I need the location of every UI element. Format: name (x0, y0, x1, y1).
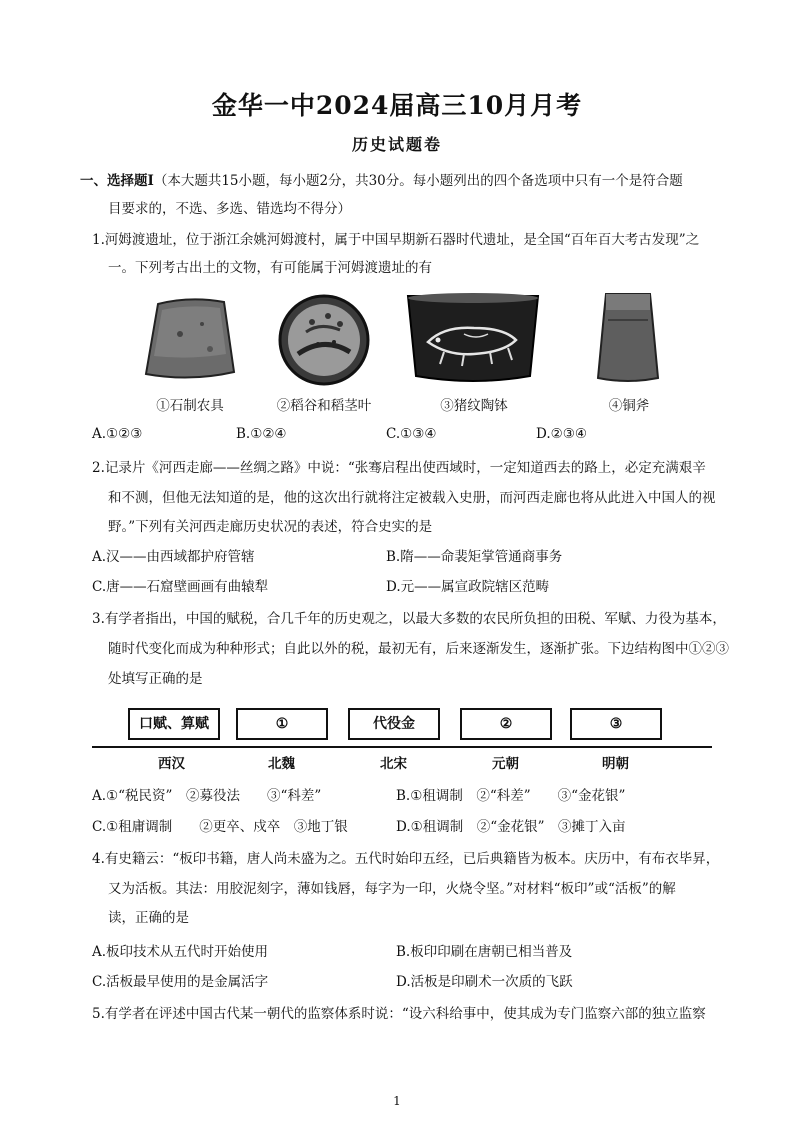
q3-box-1: 口赋、算赋 (128, 708, 220, 740)
pig-pottery-bowl-icon (404, 290, 542, 386)
stone-tool-icon (140, 294, 240, 384)
q3-stem-line3: 处填写正确的是 (108, 671, 203, 687)
q1-option-c[interactable]: C.①③④ (386, 426, 437, 442)
q1-caption-1: ①石制农具 (156, 398, 224, 414)
section-instructions-2: 目要求的，不选、多选、错选均不得分） (108, 201, 351, 217)
q3-timeline-axis (92, 746, 712, 748)
q1-caption-3: ③猪纹陶钵 (440, 398, 508, 414)
page-number: 1 (393, 1094, 401, 1108)
q4-stem-line1: 4.有史籍云：“板印书籍，唐人尚未盛为之。五代时始印五经，已后典籍皆为板本。庆历中，有布衣毕昇， (92, 851, 720, 867)
q2-option-b[interactable]: B.隋——命裴矩掌管通商事务 (386, 549, 563, 565)
q4-option-a[interactable]: A.板印技术从五代时开始使用 (92, 944, 269, 960)
q3-option-d[interactable]: D.①租调制 ②“金花银” ③摊丁入亩 (396, 819, 626, 835)
q4-stem-line3: 读，正确的是 (108, 910, 189, 926)
page-subtitle: 历史试题卷 (351, 135, 442, 154)
q4-stem-line2: 又为活板。其法：用胶泥刻字，薄如钱唇，每字为一印，火烧令坚。”对材料“板印”或“活板”的解 (108, 881, 676, 897)
q3-box-3: 代役金 (348, 708, 440, 740)
page-title: 金华一中2024届高三10月月考 (211, 91, 583, 120)
q3-era-5: 明朝 (602, 756, 629, 772)
q3-stem-line2: 随时代变化而成为种种形式；自此以外的税，最初无有，后来逐渐发生，逐渐扩张。下边结构图中①②③ (108, 641, 729, 657)
q2-option-d[interactable]: D.元——属宣政院辖区范畴 (386, 579, 550, 595)
q3-box-4: ② (460, 708, 552, 740)
q1-caption-2: ②稻谷和稻茎叶 (276, 398, 372, 414)
q3-option-c[interactable]: C.①租庸调制 ②更卒、戍卒 ③地丁银 (92, 819, 348, 835)
q3-era-4: 元朝 (492, 756, 519, 772)
q1-option-d[interactable]: D.②③④ (536, 426, 587, 442)
q1-stem-line2: 一。下列考古出土的文物，有可能属于河姆渡遗址的有 (108, 260, 432, 276)
q3-era-2: 北魏 (268, 756, 295, 772)
q2-option-a[interactable]: A.汉——由西域都护府管辖 (92, 549, 255, 565)
section-heading: 一、选择题Ⅰ (80, 173, 154, 189)
q3-box-5: ③ (570, 708, 662, 740)
q3-option-b[interactable]: B.①租调制 ②“科差” ③“金花银” (396, 788, 626, 804)
q1-option-a[interactable]: A.①②③ (92, 426, 143, 442)
q5-stem-line1: 5.有学者在评述中国古代某一朝代的监察体系时说：“设六科给事中，使其成为专门监察六部的独立监察 (92, 1006, 706, 1022)
q4-option-c[interactable]: C.活板最早使用的是金属活字 (92, 974, 269, 990)
q2-stem-line2: 和不测，但他无法知道的是，他的这次出行就将注定被载入史册，而河西走廊也将从此进入中国人的视 (108, 490, 716, 506)
q2-stem-line1: 2.记录片《河西走廊——丝绸之路》中说：“张骞启程出使西域时，一定知道西去的路上，必定充满艰辛 (92, 460, 706, 476)
section-instructions-1: （本大题共15小题，每小题2分，共30分。每小题列出的四个备选项中只有一个是符合题 (153, 173, 683, 189)
q2-option-c[interactable]: C.唐——石窟壁画画有曲辕犁 (92, 579, 269, 595)
section-heading-line (80, 171, 683, 191)
q1-caption-4: ④铜斧 (608, 398, 650, 414)
q3-box-2: ① (236, 708, 328, 740)
q3-option-a[interactable]: A.①“税民资” ②募役法 ③“科差” (92, 788, 322, 804)
q3-era-3: 北宋 (380, 756, 407, 772)
q3-stem-line1: 3.有学者指出，中国的赋税，合几千年的历史观之，以最大多数的农民所负担的田税、军赋、力役为基本， (92, 611, 726, 627)
q4-option-d[interactable]: D.活板是印刷术一次质的飞跃 (396, 974, 573, 990)
rice-grain-icon (276, 292, 372, 388)
q3-era-1: 西汉 (158, 756, 185, 772)
q4-option-b[interactable]: B.板印印刷在唐朝已相当普及 (396, 944, 573, 960)
bronze-axe-icon (592, 290, 664, 386)
q1-stem-line1: 1.河姆渡遗址，位于浙江余姚河姆渡村，属于中国早期新石器时代遗址，是全国“百年百大考古发现”之 (92, 232, 700, 248)
q2-stem-line3: 野。”下列有关河西走廊历史状况的表述，符合史实的是 (108, 519, 433, 535)
q1-option-b[interactable]: B.①②④ (236, 426, 287, 442)
